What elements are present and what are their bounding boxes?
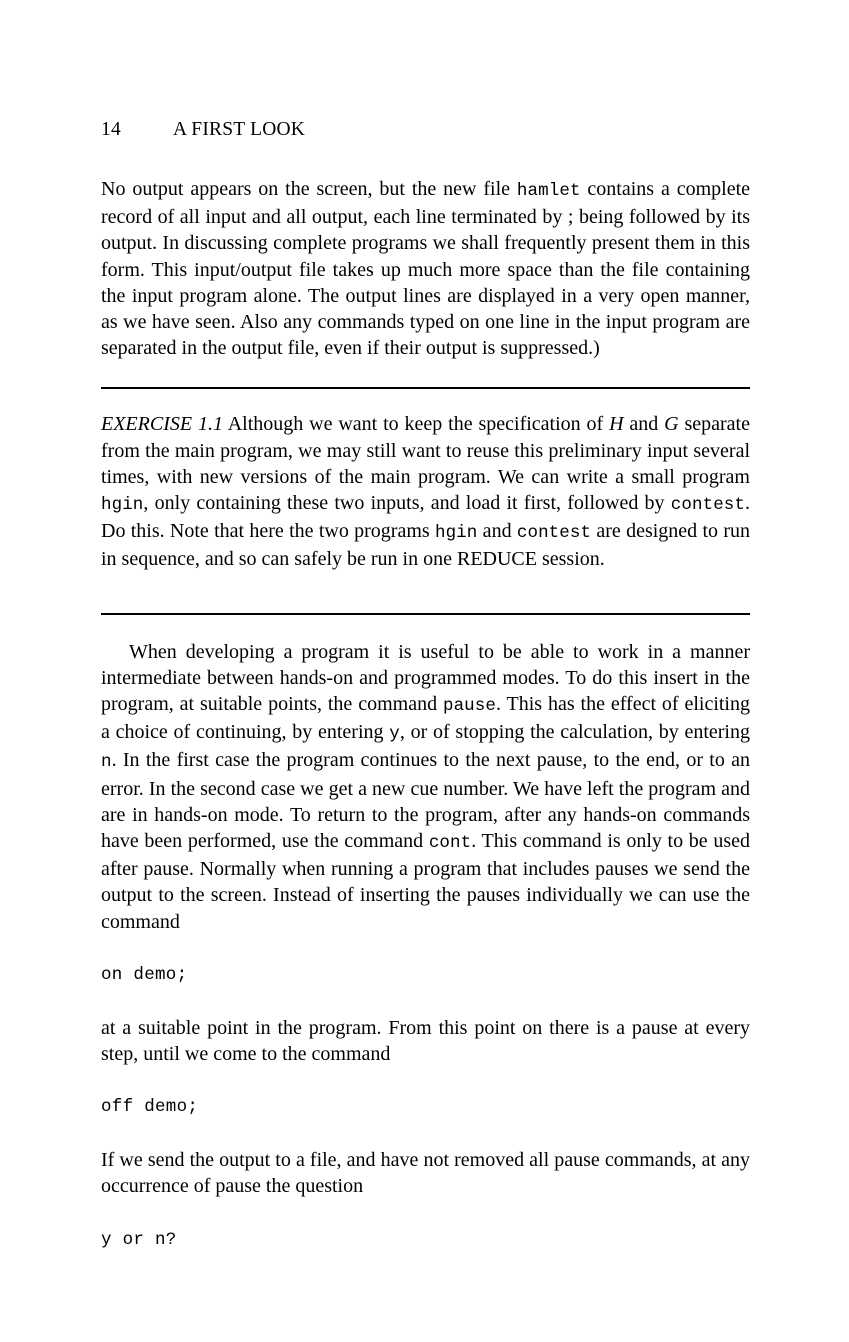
code-n: n [101, 752, 112, 773]
exercise-text-1: Although we want to keep the specification of [222, 413, 610, 436]
body-text-5: . This command is only to be used after pause. Normally when running a program that includes pauses we send the output to the screen. Instead of inserting the pauses individually we can use the command [101, 830, 750, 933]
page-number: 14 [101, 119, 121, 140]
exercise-block [101, 389, 750, 591]
exercise-text-6: and [477, 520, 517, 543]
body-text-4: . In the first case the program continues to the next pause, to the end, or to an error. In the second case we get a new cue number. We have left the program and are in hands-on mode. To return to the program, after any hands-on commands have been performed, use the command [101, 749, 750, 853]
code-contest-1: contest [670, 495, 745, 516]
intro-text-1: No output appears on the screen, but the new file [101, 178, 517, 200]
running-head-title: A FIRST LOOK [173, 119, 306, 140]
exercise-text-7: are designed to run in sequence, and so can safely be run in one REDUCE session. [101, 520, 750, 571]
exercise-text-4: , only containing these two inputs, and load it first, followed by [143, 492, 671, 515]
body-text-3: , or of stopping the calculation, by entering [399, 721, 750, 744]
exercise-text-2: and [623, 413, 665, 436]
code-y: y [389, 724, 400, 745]
code-pause: pause [442, 696, 496, 717]
variable-g: G [664, 413, 679, 436]
code-line-on-demo: on demo; [101, 964, 188, 985]
body-section [101, 615, 750, 1253]
code-hgin-1: hgin [101, 495, 144, 516]
code-contest-2: contest [516, 523, 592, 544]
code-cont: cont [428, 833, 472, 854]
exercise-label: EXERCISE 1.1 [101, 413, 223, 436]
intro-paragraph [101, 176, 750, 361]
page-content [101, 118, 750, 1253]
variable-h: H [609, 413, 624, 436]
code-hamlet: hamlet [516, 181, 581, 201]
body-text-2: . This has the effect of eliciting a choice of continuing, by entering [101, 693, 750, 744]
exercise-text-3: separate from the main program, we may still want to reuse this preliminary input several times, with new versions of the main program. We can write a small program [101, 413, 750, 488]
body-paragraph-3: If we send the output to a file, and have not removed all pause commands, at any occurrence of pause the question [101, 1149, 750, 1198]
body-text-1: When developing a program it is useful to be able to work in a manner intermediate between hands-on and programmed modes. To do this insert in the program, at suitable points, the command [101, 640, 750, 716]
body-paragraph-1 [101, 639, 750, 935]
exercise-text-5: . Do this. Note that here the two programs [101, 492, 750, 543]
running-head [101, 118, 750, 142]
exercise-paragraph [101, 411, 750, 572]
intro-text-2: contains a complete record of all input and all output, each line terminated by ; being followed by its output. In discussing complete programs we shall frequently present them in this form. This input/output file takes up much more space than the file containing the input program alone. The output lines are displayed in a very open manner, as we have seen. Also any commands typed on one line in the input program are separated in the output file, even if their output is suppressed.) [101, 178, 750, 360]
code-line-y-or-n: y or n? [101, 1229, 177, 1250]
code-line-off-demo: off demo; [101, 1097, 199, 1118]
code-hgin-2: hgin [434, 523, 478, 544]
body-paragraph-2: at a suitable point in the program. From this point on there is a pause at every step, until we come to the command [101, 1016, 750, 1066]
